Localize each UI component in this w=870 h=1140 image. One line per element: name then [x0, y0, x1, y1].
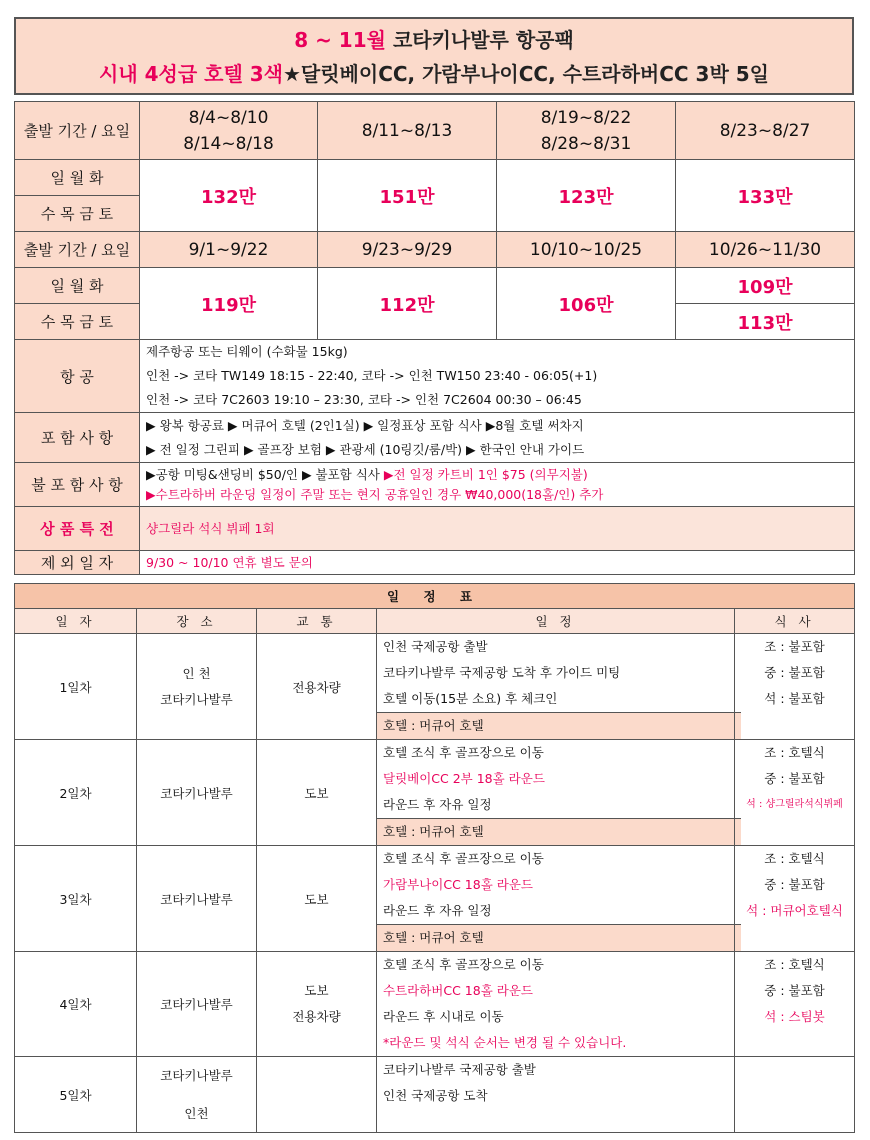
- price-cell: 106만: [497, 268, 676, 340]
- day-cell: 4일차: [15, 952, 137, 1057]
- place-cell: 인 천 코타키나발루: [137, 634, 257, 740]
- exclude-dates-label: 제 외 일 자: [15, 551, 140, 575]
- price-cell: 112만: [318, 268, 497, 340]
- period-cell: 9/1~9/22: [140, 232, 318, 268]
- plan-cell: 호텔 조식 후 골프장으로 이동 달릿베이CC 2부 18홀 라운드 라운드 후 자유 일정 호텔 : 머큐어 호텔: [377, 740, 735, 846]
- meal-cell: 조 : 호텔식 중 : 불포함 석 : 샹그릴라석식뷔페: [735, 740, 855, 846]
- place-cell: 코타키나발루 인천: [137, 1057, 257, 1133]
- period-label: 출발 기간 / 요일: [15, 102, 140, 160]
- day-cell: 5일차: [15, 1057, 137, 1133]
- transport-cell: 도보: [257, 740, 377, 846]
- meal-cell: 조 : 호텔식 중 : 불포함 석 : 스팀봇: [735, 952, 855, 1057]
- day-cell: 2일차: [15, 740, 137, 846]
- plan-cell: 코타키나발루 국제공항 출발 인천 국제공항 도착: [377, 1057, 735, 1133]
- plan-cell: 호텔 조식 후 골프장으로 이동 수트라하버CC 18홀 라운드 라운드 후 시내로 이동 *라운드 및 석식 순서는 변경 될 수 있습니다.: [377, 952, 735, 1057]
- exclude-label: 불 포 함 사 항: [15, 463, 140, 507]
- weekday-label: 일 월 화: [15, 268, 140, 304]
- table-row: [15, 846, 855, 952]
- price-cell: 133만: [676, 160, 855, 232]
- period-cell: 10/10~10/25: [497, 232, 676, 268]
- place-cell: 코타키나발루: [137, 846, 257, 952]
- price-cell: 109만: [676, 268, 855, 304]
- period-cell: 9/23~9/29: [318, 232, 497, 268]
- header-day: 일 자: [15, 609, 137, 634]
- period-cell: 8/4~8/10 8/14~8/18: [140, 102, 318, 160]
- title-line-2: [16, 57, 852, 91]
- table-row: [15, 1057, 855, 1133]
- schedule-title: 일 정 표: [15, 584, 855, 609]
- period-cell: 8/19~8/22 8/28~8/31: [497, 102, 676, 160]
- place-cell: 코타키나발루: [137, 740, 257, 846]
- weekend-label: 수 목 금 토: [15, 196, 140, 232]
- title-banner: [14, 17, 854, 95]
- price-cell: 119만: [140, 268, 318, 340]
- transport-cell: 전용차량: [257, 634, 377, 740]
- table-row: [15, 740, 855, 846]
- table-row: [15, 952, 855, 1057]
- meal-cell: 조 : 불포함 중 : 불포함 석 : 불포함: [735, 634, 855, 740]
- meal-cell: 조 : 호텔식 중 : 불포함 석 : 머큐어호텔식: [735, 846, 855, 952]
- period-label: 출발 기간 / 요일: [15, 232, 140, 268]
- price-info-table: [14, 101, 855, 575]
- special-label: 상 품 특 전: [15, 507, 140, 551]
- exclude-dates-info: 9/30 ~ 10/10 연휴 별도 문의: [140, 551, 855, 575]
- plan-cell: 인천 국제공항 출발 코타키나발루 국제공항 도착 후 가이드 미팅 호텔 이동(15분 소요) 후 체크인 호텔 : 머큐어 호텔: [377, 634, 735, 740]
- flight-info: 제주항공 또는 티웨이 (수화물 15kg) 인천 -> 코타 TW149 18:15 - 22:40, 코타 -> 인천 TW150 23:40 - 06:05(+1) 인천 -> 코타 7C2603 19:10 – 23:30, 코타 -> 인천 7C2604 00:30 – 06:45: [140, 340, 855, 413]
- plan-cell: 호텔 조식 후 골프장으로 이동 가람부나이CC 18홀 라운드 라운드 후 자유 일정 호텔 : 머큐어 호텔: [377, 846, 735, 952]
- flight-label: 항 공: [15, 340, 140, 413]
- price-cell: 151만: [318, 160, 497, 232]
- header-place: 장 소: [137, 609, 257, 634]
- place-cell: 코타키나발루: [137, 952, 257, 1057]
- price-cell: 132만: [140, 160, 318, 232]
- transport-cell: 도보 전용차량: [257, 952, 377, 1057]
- schedule-table: [14, 583, 855, 1133]
- title-period: 8 ~ 11월: [294, 28, 386, 52]
- special-info: 샹그릴라 석식 뷔페 1회: [140, 507, 855, 551]
- title-line-1: [16, 23, 852, 57]
- weekend-label: 수 목 금 토: [15, 304, 140, 340]
- header-plan: 일 정: [377, 609, 735, 634]
- price-cell: 123만: [497, 160, 676, 232]
- table-row: [15, 634, 855, 740]
- period-cell: 8/23~8/27: [676, 102, 855, 160]
- period-cell: 10/26~11/30: [676, 232, 855, 268]
- include-info: ▶ 왕복 항공료 ▶ 머큐어 호텔 (2인1실) ▶ 일정표상 포함 식사 ▶8월 호텔 써차지 ▶ 전 일정 그린피 ▶ 골프장 보험 ▶ 관광세 (10링깃/룸/박) ▶ 한국인 안내 가이드: [140, 413, 855, 463]
- title-product: 코타키나발루 항공팩: [392, 28, 574, 52]
- transport-cell: 도보: [257, 846, 377, 952]
- include-label: 포 함 사 항: [15, 413, 140, 463]
- transport-cell: [257, 1057, 377, 1133]
- meal-cell: [735, 1057, 855, 1133]
- period-cell: 8/11~8/13: [318, 102, 497, 160]
- title-hotel: 시내 4성급 호텔 3색: [99, 62, 283, 86]
- header-transport: 교 통: [257, 609, 377, 634]
- price-cell: 113만: [676, 304, 855, 340]
- title-courses: ★달릿베이CC, 가람부나이CC, 수트라하버CC 3박 5일: [282, 62, 769, 86]
- exclude-info: ▶공항 미팅&샌딩비 $50/인 ▶ 불포함 식사 ▶전 일정 카트비 1인 $75 (의무지불) ▶수트라하버 라운딩 일정이 주말 또는 현지 공휴일인 경우 ₩40,000(18홀/인) 추가: [140, 463, 855, 507]
- weekday-label: 일 월 화: [15, 160, 140, 196]
- header-meal: 식 사: [735, 609, 855, 634]
- day-cell: 1일차: [15, 634, 137, 740]
- day-cell: 3일차: [15, 846, 137, 952]
